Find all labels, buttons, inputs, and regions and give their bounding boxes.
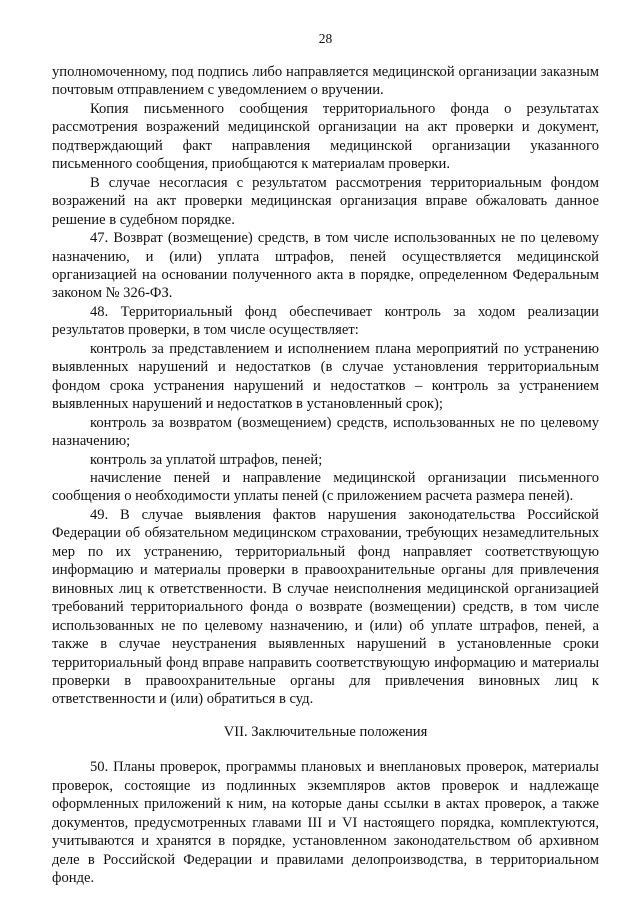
section-title: VII. Заключительные положения: [223, 723, 428, 740]
list-item: контроль за представлением и исполнением плана мероприятий по устранению выявленных нарушений и недостатков (в случае установления территориальным фондом срока устранения нарушений и недостатков – контроль за устранением выявленных нарушений и недостатков в установленный срок);: [52, 340, 599, 413]
list-item: контроль за уплатой штрафов, пеней;: [90, 451, 323, 468]
list-item: начисление пеней и направление медицинской организации письменного сообщения о необходимости уплаты пеней (с приложением расчета размера пеней).: [52, 469, 599, 505]
paragraphs-after: [52, 758, 599, 887]
paragraph: В случае несогласия с результатом рассмотрения территориальным фондом возражений на акт проверки медицинская организация вправе обжаловать данное решение в судебном порядке.: [52, 174, 599, 228]
paragraph-47: 47. Возврат (возмещение) средств, в том числе использованных не по целевому назначению, и (или) уплата штрафов, пеней осуществляется медицинской организацией на основании полученного акта в порядке, определенном Федеральным законом № 326-ФЗ.: [52, 230, 599, 302]
paragraph-48: 48. Территориальный фонд обеспечивает контроль за ходом реализации результатов проверки, в том числе осуществляет:: [52, 303, 599, 339]
paragraph: Копия письменного сообщения территориального фонда о результатах рассмотрения возражений медицинской организации на акт проверки и документ, подтверждающий факт направления медицинской организации указанного письменного сообщения, приобщаются к материалам проверки.: [52, 100, 599, 173]
paragraph-49: 49. В случае выявления фактов нарушения законодательства Российской Федерации об обязательном медицинском страховании, требующих незамедлительных мер по их устранению, территориальный фонд направляет соответствующую информацию и материалы проверки в правоохранительные органы для привлечения виновных лиц к ответственности. В случае неисполнения медицинской организацией требований территориального фонда о возврате (возмещении) средств, в том числе использованных не по целевому назначению, и (или) об уплате штрафов, пеней, а также в случае неустранения выявленных нарушений в установленные сроки территориальный фонд вправе направить соответствующую информацию и материалы проверки в правоохранительные органы для привлечения виновных лиц к ответственности и (или) обратиться в суд.: [52, 506, 599, 708]
list-item: контроль за возвратом (возмещением) средств, использованных не по целевому назначению;: [52, 414, 599, 450]
paragraphs-before: [52, 63, 599, 709]
paragraph-50: 50. Планы проверок, программы плановых и внеплановых проверок, материалы проверок, состоящие из подлинных экземпляров актов проверок и надлежаще оформленных приложений к ним, на которые даны ссылки в актах проверок, а также документов, предусмотренных главами III и VI настоящего порядка, комплектуются, учитываются и хранятся в порядке, установленном законодательством об архивном деле в Российской Федерации и правилами делопроизводства, в территориальном фонде.: [52, 759, 599, 887]
paragraph: уполномоченному, под подпись либо направляется медицинской организации заказным почтовым отправлением с уведомлением о вручении.: [52, 64, 599, 99]
document-page: [52, 30, 599, 887]
page-number: 28: [318, 31, 333, 46]
